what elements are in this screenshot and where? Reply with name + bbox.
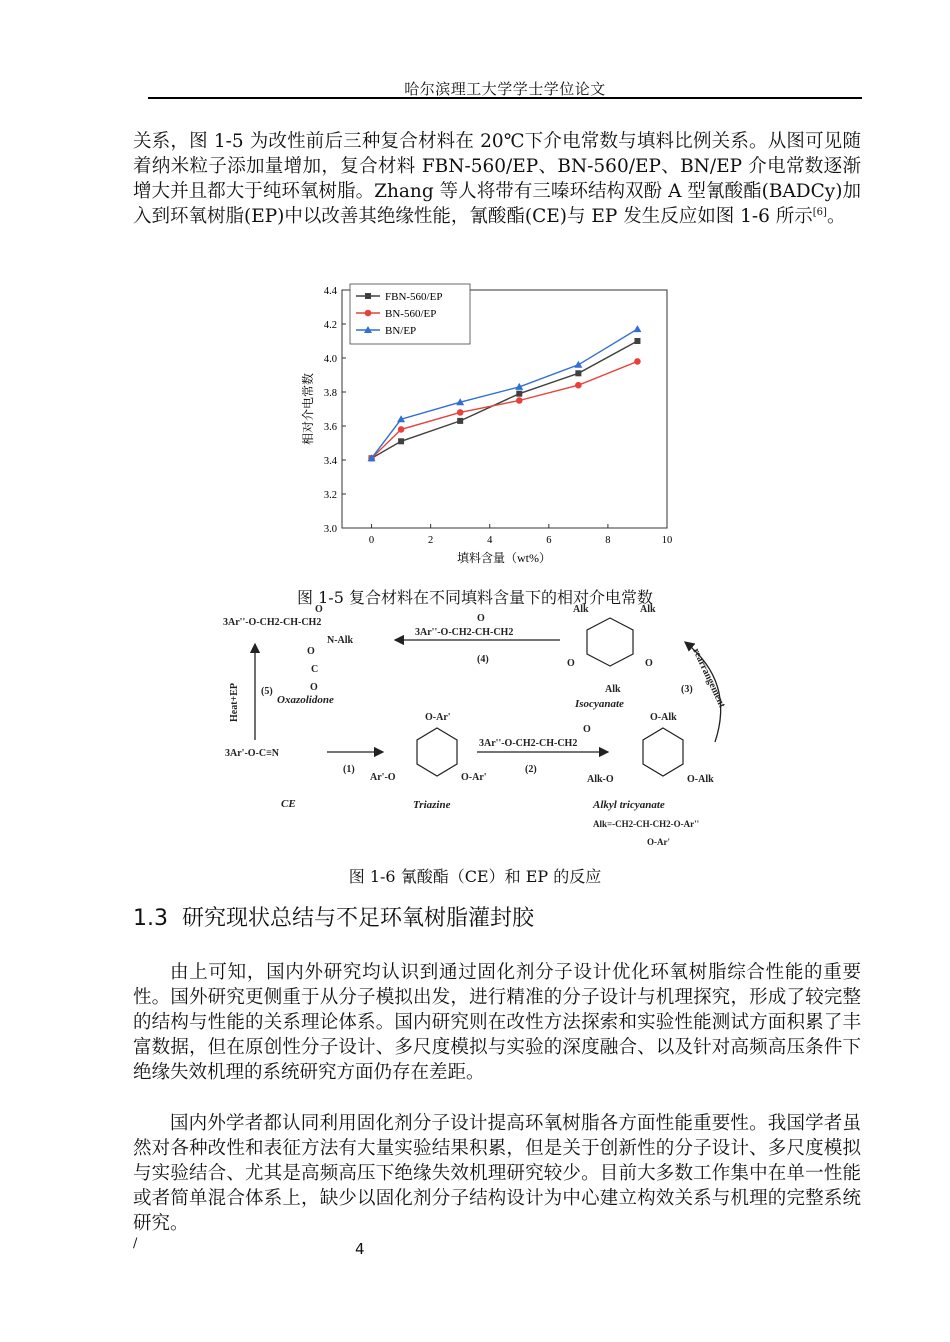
data-point: [634, 358, 641, 365]
oxazolidone-formula: 3Ar''-O-CH2-CH-CH2: [223, 617, 322, 628]
y-tick-label: 4.0: [323, 354, 337, 365]
legend-marker: [365, 293, 371, 299]
step4-reagent: 3Ar''-O-CH2-CH-CH2: [415, 627, 514, 638]
y-axis-ticks: [324, 286, 346, 535]
series-line: [372, 329, 638, 458]
x-tick-label: 8: [605, 535, 611, 546]
y-tick-label: 3.8: [323, 388, 337, 399]
iso-alk-bottom: Alk: [605, 684, 621, 695]
data-point: [634, 338, 640, 344]
figure-1-6-reaction-scheme: [215, 602, 760, 857]
step4-label: (4): [477, 654, 489, 665]
ce-formula: 3Ar'-O-C≡N: [225, 748, 280, 759]
triazine-o-ar-top: O-Ar': [425, 712, 451, 723]
data-point: [457, 409, 464, 416]
alk-definition: Alk=-CH2-CH-CH2-O-Ar'': [593, 819, 700, 829]
citation-ref: [6]: [812, 206, 827, 218]
step2-label: (2): [525, 764, 537, 775]
y-tick-label: 3.0: [323, 524, 337, 535]
ox-carbonyl-o: O: [310, 682, 318, 693]
data-point: [516, 397, 523, 404]
data-point: [575, 382, 582, 389]
y-tick-label: 3.6: [323, 422, 337, 433]
paragraph-2: 由上可知，国内外研究均认识到通过固化剂分子设计优化环氧树脂综合性能的重要性。国外研究更侧重于从分子模拟出发，进行精准的分子设计与机理探究，形成了较完整的结构与性能的关系理论体系。国内研究则在改性方法探索和实验性能测试方面积累了丰富数据，但在原创性分子设计、多尺度模拟与实验的深度融合、以及针对高频高压条件下绝缘失效机理的系统研究方面仍存在差距。: [133, 962, 861, 1083]
ox-epoxide-o: O: [315, 604, 323, 615]
legend-label: FBN-560/EP: [385, 291, 443, 303]
alk-definition-sub: O-Ar': [647, 837, 670, 847]
step2-epoxide-o: O: [583, 724, 591, 735]
series-BN/EP: [368, 325, 642, 461]
triazine-ring: [417, 728, 457, 776]
series-layer: [368, 325, 642, 462]
triazine-ar-o: Ar'-O: [370, 772, 396, 783]
ce-label: CE: [281, 798, 296, 810]
paragraph-3: 国内外学者都认同利用固化剂分子设计提高环氧树脂各方面性能重要性。我国学者虽然对各种改性和表征方法有大量实验结果积累，但是关于创新性的分子设计、多尺度模拟与实验结合、尤其是高频高压下绝缘失效机理研究较少。目前大多数工作集中在单一性能或者简单混合体系上，缺少以固化剂分子结构设计为中心建立构效关系与机理的完整系统研究。: [133, 1113, 861, 1234]
figure-1-5: [288, 277, 683, 579]
data-point: [633, 325, 641, 332]
series-FBN-560/EP: [369, 338, 641, 461]
alkyl-tricyanate-ring: [643, 728, 683, 776]
x-tick-label: 0: [368, 535, 375, 546]
figure-1-5-caption: 图 1-5 复合材料在不同填料含量下的相对介电常数: [297, 588, 653, 607]
iso-o-left: O: [567, 658, 575, 669]
triazine-label: Triazine: [413, 799, 451, 811]
series-line: [372, 361, 638, 458]
ox-ring-o: O: [307, 646, 315, 657]
x-tick-label: 10: [661, 535, 673, 546]
series-line: [372, 341, 638, 458]
step2-reagent: 3Ar''-O-CH2-CH-CH2: [479, 738, 578, 749]
legend-label: BN/EP: [385, 325, 417, 337]
y-tick-label: 4.2: [323, 320, 337, 331]
data-point: [398, 438, 404, 444]
x-tick-label: 6: [546, 535, 552, 546]
x-tick-label: 2: [428, 535, 434, 546]
x-axis-label: 填料含量（wt%）: [457, 551, 551, 565]
oxazolidone-label: Oxazolidone: [277, 694, 334, 706]
page-header: 哈尔滨理工大学学士学位论文: [404, 80, 606, 98]
paragraph-1-text: 关系，图 1-5 为改性前后三种复合材料在 20℃下介电常数与填料比例关系。从图可见随着纳米粒子添加量增加，复合材料 FBN-560/EP、BN-560/EP、BN/EP 介电常数逐渐增大并且都大于纯环氧树脂。Zhang 等人将带有三嗪环结构双酚 A 型氰酸酯(BADCy)加入到环氧树脂(EP)中以改善其绝缘性能，氰酸酯(CE)与 EP 发生反应如图 1-6 所示: [133, 131, 861, 227]
rearrangement-label: rearrangement: [690, 646, 728, 710]
y-tick-label: 3.4: [323, 456, 337, 467]
y-tick-label: 4.4: [323, 286, 337, 297]
iso-alk-left: Alk: [573, 604, 589, 615]
legend: [350, 284, 470, 344]
data-point: [574, 361, 582, 368]
header-rule: [148, 97, 862, 99]
alkyl-alk-o: Alk-O: [587, 774, 614, 785]
paragraph-1: [133, 129, 861, 229]
section-number: 1.3: [133, 906, 168, 931]
heat-ep-label: Heat+EP: [229, 682, 240, 722]
legend-marker: [365, 310, 372, 317]
series-BN-560/EP: [368, 358, 641, 462]
iso-alk-right: Alk: [640, 604, 656, 615]
paragraph-1-end: 。: [826, 206, 846, 227]
triazine-o-ar-right: O-Ar': [461, 772, 487, 783]
ox-n-alk: N-Alk: [327, 635, 354, 646]
ox-carbonyl-c: C: [311, 664, 319, 675]
dielectric-chart: [288, 277, 683, 575]
step3-label: (3): [681, 684, 693, 695]
alkyl-o-alk-right: O-Alk: [687, 774, 714, 785]
section-title: 研究现状总结与不足环氧树脂灌封胶: [182, 906, 535, 931]
figure-1-6-caption: 图 1-6 氰酸酯（CE）和 EP 的反应: [348, 867, 602, 886]
step1-label: (1): [343, 764, 355, 775]
x-axis-ticks: [369, 524, 672, 546]
isocyanurate-ring: [587, 618, 633, 666]
step5-label: (5): [261, 686, 273, 697]
section-heading: [133, 901, 548, 932]
alkyl-tricyanate-label: Alkyl tricyanate: [593, 799, 665, 811]
page-number: 4: [355, 1240, 365, 1258]
data-point: [457, 418, 463, 424]
y-axis-label: 相对介电常数: [301, 372, 315, 446]
data-point: [516, 391, 522, 397]
data-point: [575, 370, 581, 376]
x-tick-label: 4: [487, 535, 493, 546]
step4-epoxide-o: O: [477, 613, 485, 624]
footer-mark: /: [133, 1236, 138, 1251]
alkyl-o-alk-top: O-Alk: [650, 712, 677, 723]
isocyanate-label: Isocyanate: [575, 698, 624, 710]
data-point: [398, 426, 405, 433]
y-tick-label: 3.2: [323, 490, 337, 501]
legend-label: BN-560/EP: [385, 308, 437, 320]
iso-o-right: O: [645, 658, 653, 669]
